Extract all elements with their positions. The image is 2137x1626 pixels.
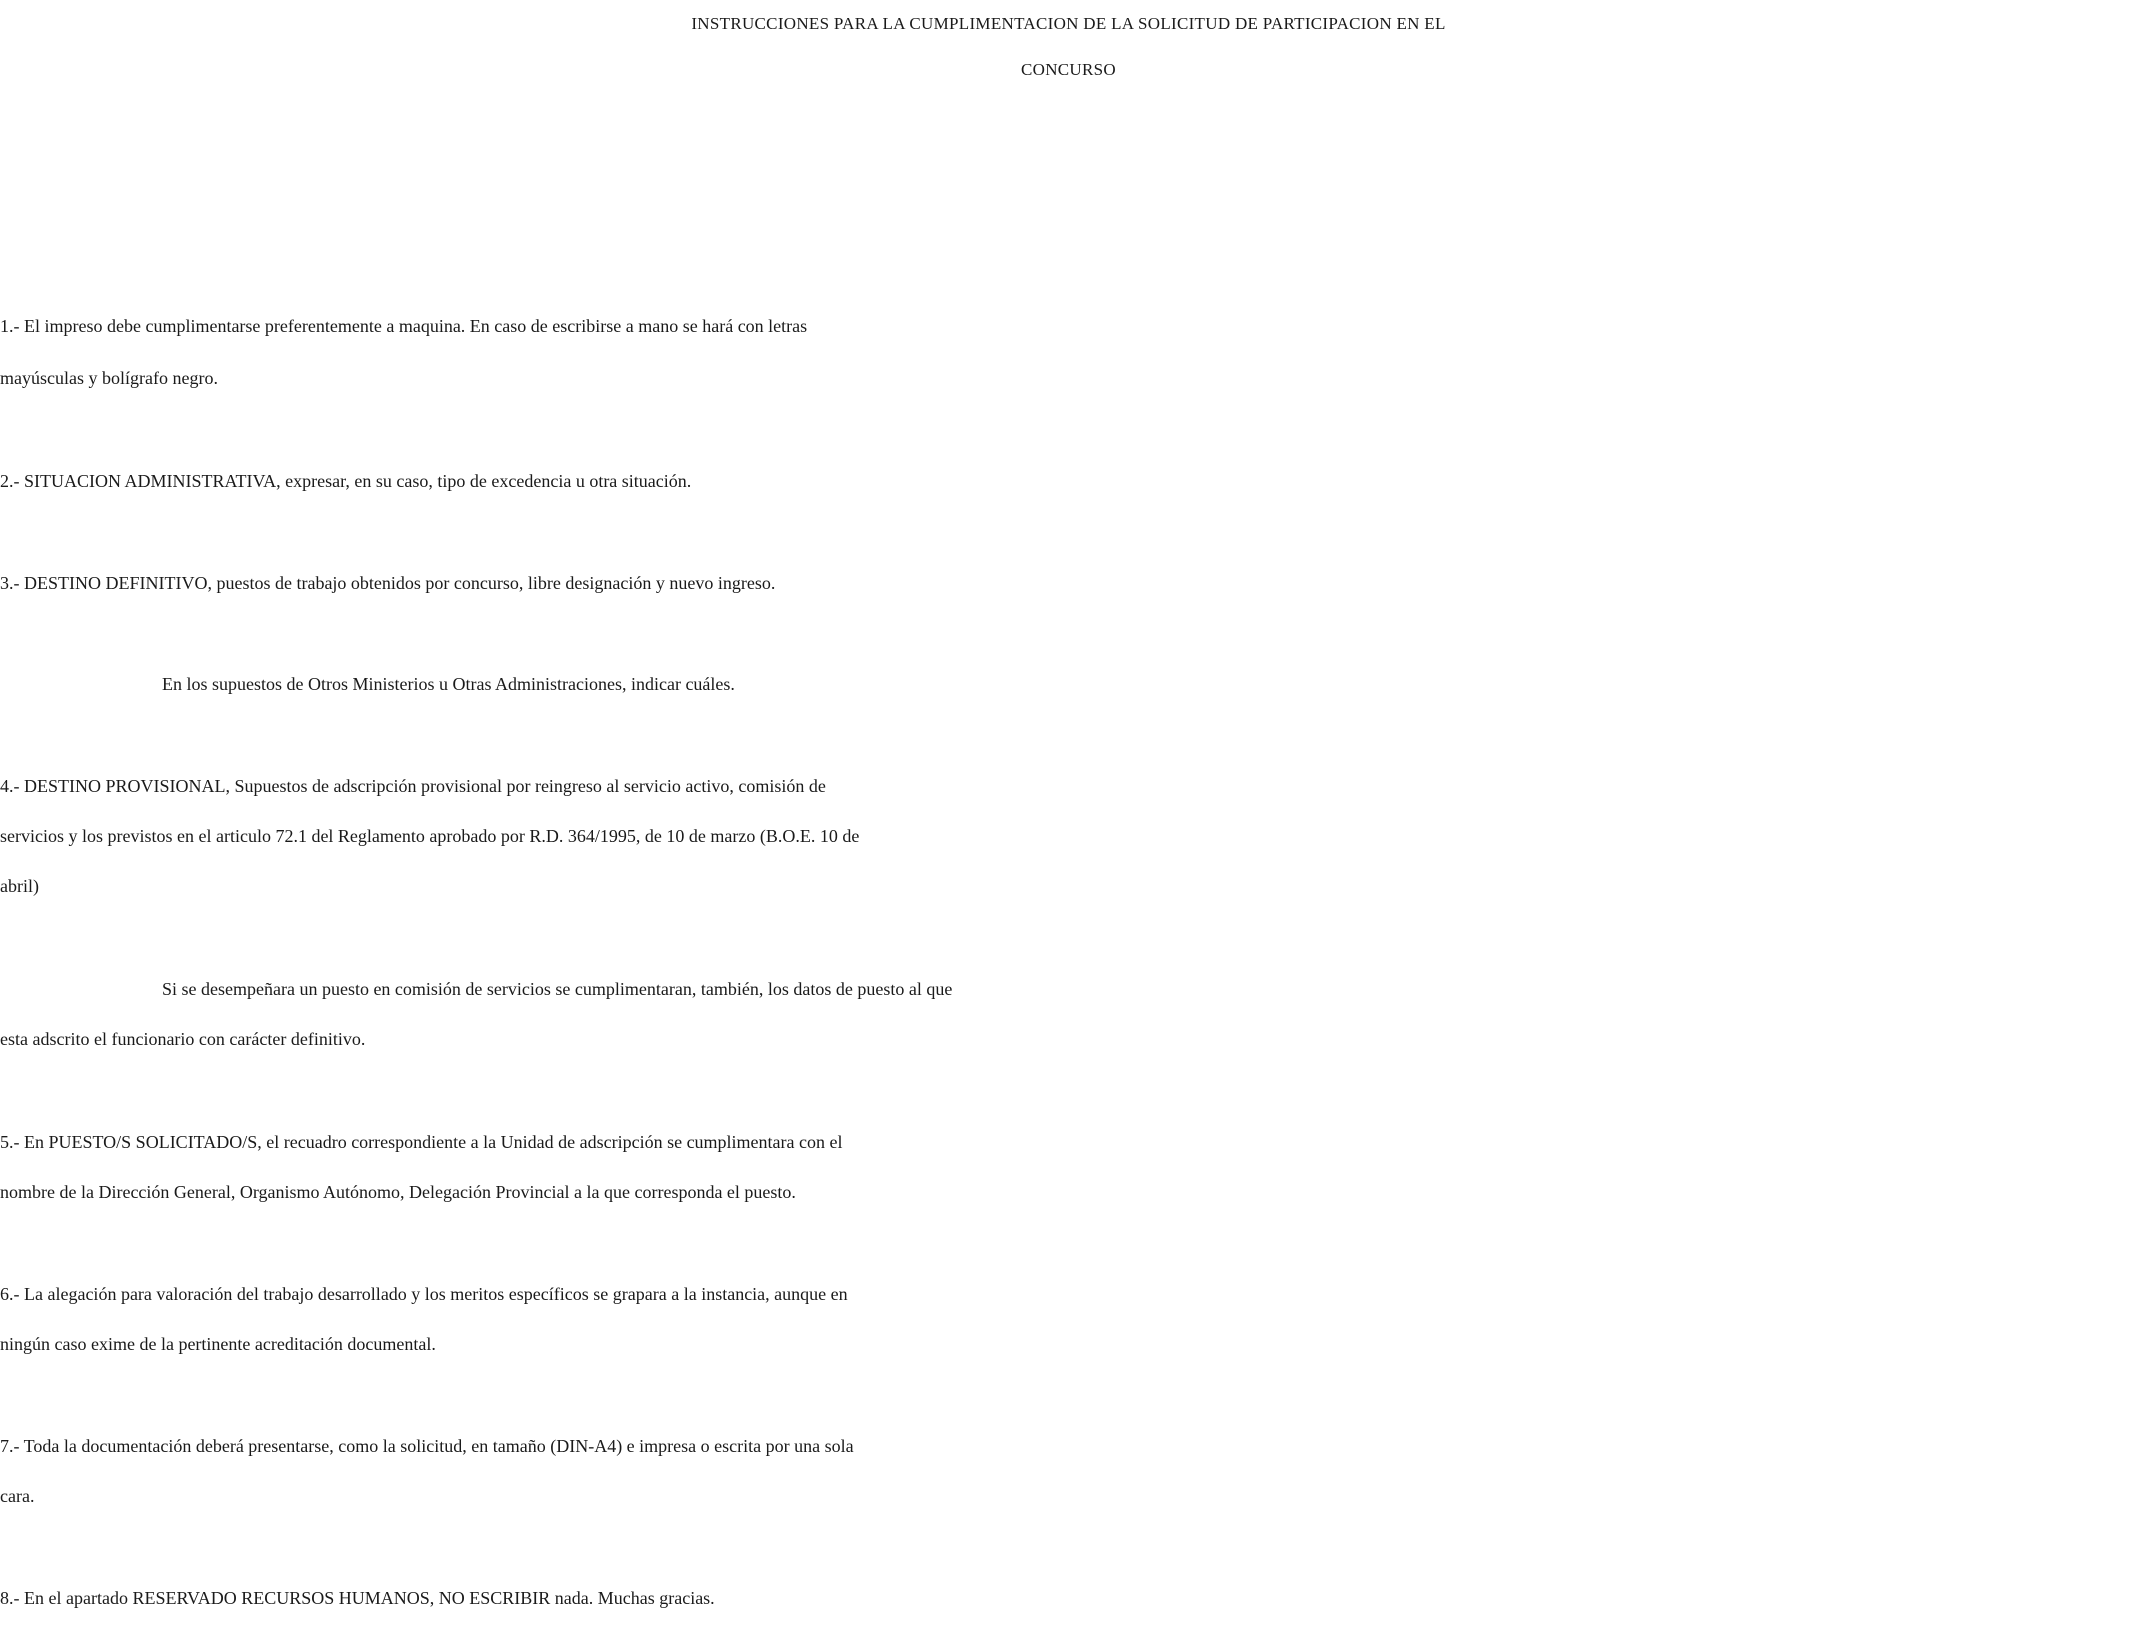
instruction-7-line-2: cara.	[0, 1486, 35, 1506]
instruction-7-line-1: 7.- Toda la documentación deberá presentarse, como la solicitud, en tamaño (DIN-A4) e impresa o escrita por una sola	[0, 1436, 854, 1456]
instruction-1-line-2: mayúsculas y bolígrafo negro.	[0, 368, 218, 388]
instruction-4-note-line-1: Si se desempeñara un puesto en comisión de servicios se cumplimentaran, también, los datos de puesto al que	[162, 979, 953, 999]
instruction-2-line-1: 2.- SITUACION ADMINISTRATIVA, expresar, en su caso, tipo de excedencia u otra situación.	[0, 471, 692, 491]
document-title-line-2: CONCURSO	[1021, 60, 1116, 79]
instruction-4-line-3: abril)	[0, 876, 39, 896]
instruction-1-line-1: 1.- El impreso debe cumplimentarse preferentemente a maquina. En caso de escribirse a mano se hará con letras	[0, 316, 808, 336]
instruction-4-line-2: servicios y los previstos en el articulo 72.1 del Reglamento aprobado por R.D. 364/1995, de 10 de marzo (B.O.E. 10 de	[0, 826, 860, 846]
instruction-3-note: En los supuestos de Otros Ministerios u Otras Administraciones, indicar cuáles.	[162, 674, 735, 694]
instruction-5-line-2: nombre de la Dirección General, Organismo Autónomo, Delegación Provincial a la que corresponda el puesto.	[0, 1182, 796, 1202]
instruction-4-note-line-2: esta adscrito el funcionario con carácter definitivo.	[0, 1029, 366, 1049]
instruction-6-line-2: ningún caso exime de la pertinente acreditación documental.	[0, 1334, 436, 1354]
instruction-4-line-1: 4.- DESTINO PROVISIONAL, Supuestos de adscripción provisional por reingreso al servicio activo, comisión de	[0, 776, 826, 796]
document-title-line-1: INSTRUCCIONES PARA LA CUMPLIMENTACION DE LA SOLICITUD DE PARTICIPACION EN EL	[691, 14, 1446, 33]
instruction-6-line-1: 6.- La alegación para valoración del trabajo desarrollado y los meritos específicos se grapara a la instancia, aunque en	[0, 1284, 848, 1304]
instruction-8-line-1: 8.- En el apartado RESERVADO RECURSOS HUMANOS, NO ESCRIBIR nada. Muchas gracias.	[0, 1588, 715, 1608]
instruction-5-line-1: 5.- En PUESTO/S SOLICITADO/S, el recuadro correspondiente a la Unidad de adscripción se cumplimentara con el	[0, 1132, 843, 1152]
instruction-3-line-1: 3.- DESTINO DEFINITIVO, puestos de trabajo obtenidos por concurso, libre designación y nuevo ingreso.	[0, 573, 776, 593]
